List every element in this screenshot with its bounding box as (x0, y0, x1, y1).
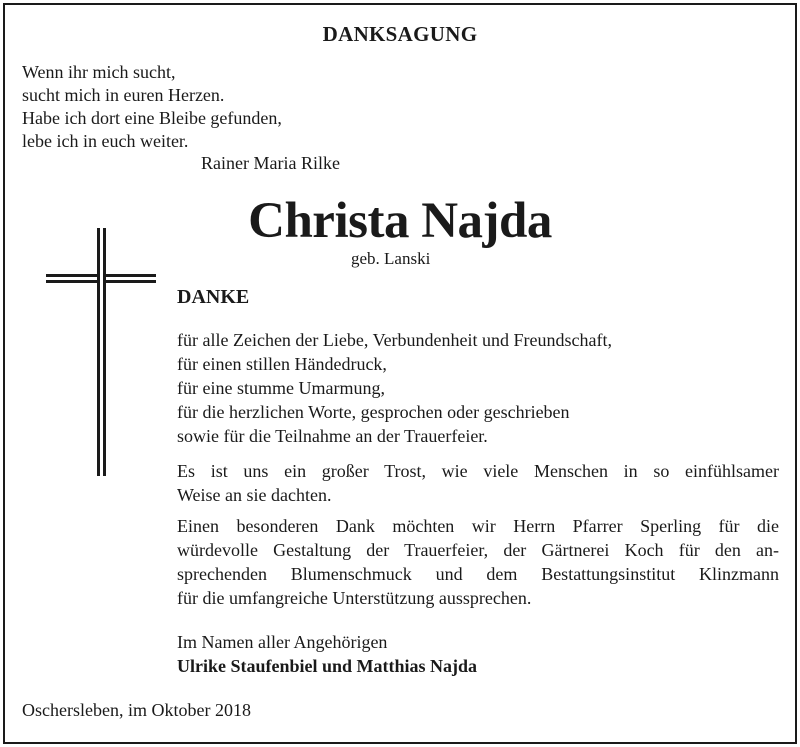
poem-line: sucht mich in euren Herzen. (22, 85, 225, 105)
thanks-line: für die herzlichen Worte, gesprochen oder geschrieben (177, 402, 570, 422)
deceased-name: Christa Najda (248, 193, 552, 249)
poem-author: Rainer Maria Rilke (201, 153, 340, 173)
signature-intro: Im Namen aller Angehörigen (177, 632, 388, 652)
thanks-line: für einen stillen Händedruck, (177, 354, 387, 374)
paragraph-line: würdevolle Gestaltung der Trauerfeier, der Gärtnerei Koch für den an- (177, 540, 779, 560)
signature (177, 630, 779, 678)
special-thanks-paragraph (177, 514, 779, 610)
cross-icon (46, 228, 158, 478)
thanks-line: für eine stumme Umarmung, (177, 378, 385, 398)
paragraph-line: Es ist uns ein großer Trost, wie viele Menschen in so einfühlsamer (177, 461, 779, 481)
birth-name: geb. Lanski (351, 249, 431, 268)
thanks-line: für alle Zeichen der Liebe, Verbundenheit und Freundschaft, (177, 330, 613, 350)
poem (22, 61, 282, 153)
comfort-paragraph (177, 459, 779, 507)
poem-line: lebe ich in euch weiter. (22, 131, 189, 151)
paragraph-line: Weise an sie dachten. (177, 485, 332, 505)
poem-line: Wenn ihr mich sucht, (22, 62, 176, 82)
thanks-heading: DANKE (177, 286, 250, 308)
poem-line: Habe ich dort eine Bleibe gefunden, (22, 108, 282, 128)
paragraph-line: für die umfangreiche Unterstützung aussprechen. (177, 588, 532, 608)
paragraph-line: sprechenden Blumenschmuck und dem Bestattungsinstitut Klinzmann (177, 564, 779, 584)
signature-names: Ulrike Staufenbiel und Matthias Najda (177, 656, 478, 676)
thanks-list (177, 328, 779, 448)
paragraph-line: Einen besonderen Dank möchten wir Herrn Pfarrer Sperling für die (177, 516, 779, 536)
thanks-line: sowie für die Teilnahme an der Trauerfeier. (177, 426, 488, 446)
notice-title: DANKSAGUNG (322, 22, 478, 46)
place-date: Oschersleben, im Oktober 2018 (22, 700, 251, 720)
